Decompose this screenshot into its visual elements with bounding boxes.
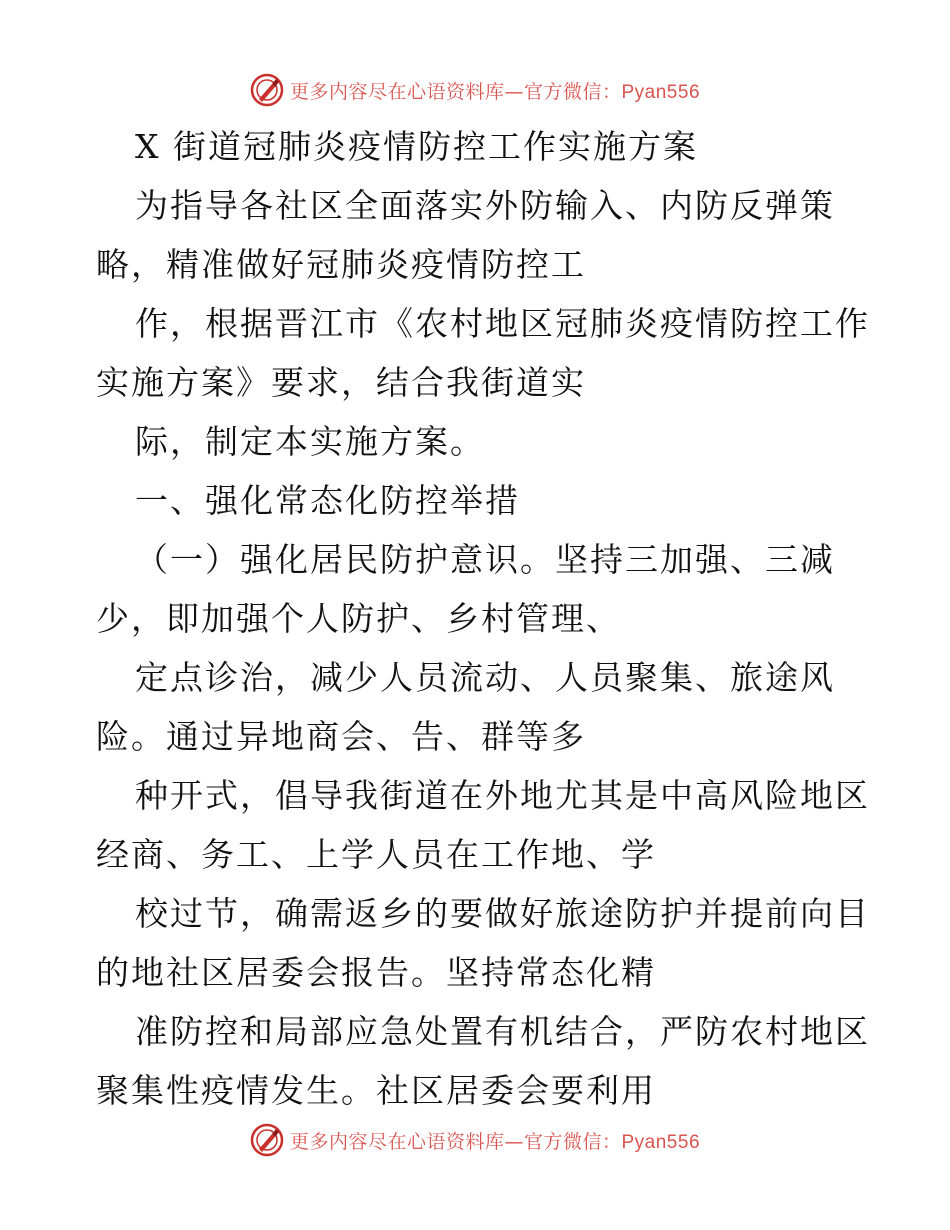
document-title: X 街道冠肺炎疫情防控工作实施方案: [135, 127, 698, 166]
text-line: 作，根据晋江市《农村地区冠肺炎疫情防控工作: [135, 304, 870, 343]
text-line: 的地社区居委会报告。坚持常态化精: [96, 953, 656, 992]
pen-logo-icon: [250, 73, 284, 107]
subsection-heading: （一）强化居民防护意识。坚持三加强、三减: [135, 540, 835, 579]
footer-watermark: [0, 1120, 950, 1160]
header-watermark: [0, 70, 950, 110]
text-line: 聚集性疫情发生。社区居委会要利用: [96, 1071, 656, 1110]
text-line: 为指导各社区全面落实外防输入、内防反弹策: [135, 186, 835, 225]
pen-logo-icon: [250, 1123, 284, 1157]
text-line: 少，即加强个人防护、乡村管理、: [96, 599, 621, 638]
text-line: 实施方案》要求，结合我街道实: [96, 363, 586, 402]
watermark-handle: Pyan556: [621, 81, 701, 103]
text-line: 定点诊治，减少人员流动、人员聚集、旅途风: [135, 658, 835, 697]
section-heading: 一、强化常态化防控举措: [135, 481, 520, 520]
text-line: 际，制定本实施方案。: [135, 422, 485, 461]
watermark-handle: Pyan556: [621, 1131, 701, 1153]
watermark-text: 更多内容尽在心语资料库—官方微信：Pyan556: [289, 80, 701, 103]
text-line: 险。通过异地商会、告、群等多: [96, 717, 586, 756]
text-line: 经商、务工、上学人员在工作地、学: [96, 835, 656, 874]
text-line: 种开式，倡导我街道在外地尤其是中高风险地区: [135, 776, 870, 815]
text-line: 校过节，确需返乡的要做好旅途防护并提前向目: [135, 894, 870, 933]
watermark-text: 更多内容尽在心语资料库—官方微信：Pyan556: [289, 1130, 701, 1153]
document-body: [96, 117, 870, 1120]
text-line: 略，精准做好冠肺炎疫情防控工: [96, 245, 586, 284]
text-line: 准防控和局部应急处置有机结合，严防农村地区: [135, 1012, 870, 1051]
